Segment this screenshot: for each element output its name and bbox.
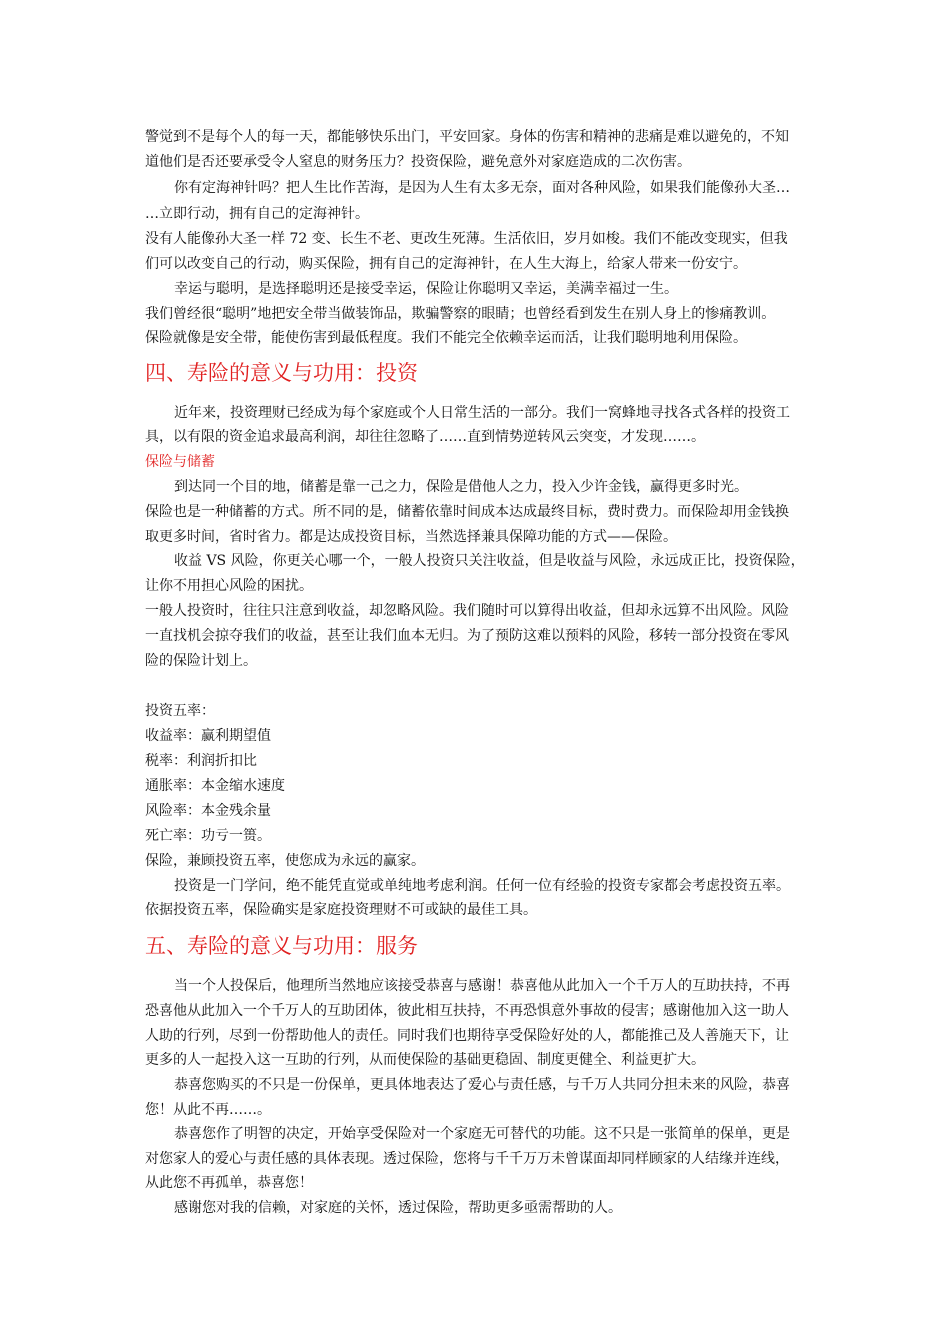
paragraph-line: 通胀率：本金缩水速度	[145, 778, 285, 794]
paragraph-line: 收益率：赢利期望值	[145, 728, 271, 744]
paragraph-line: 从此您不再孤单，恭喜您！	[145, 1175, 313, 1191]
paragraph-line: 依据投资五率，保险确实是家庭投资理财不可或缺的最佳工具。	[145, 902, 537, 918]
paragraph-line: 收益 VS 风险，你更关心哪一个，一般人投资只关注收益，但是收益与风险，永远成正比，投资保险，	[174, 553, 805, 569]
paragraph-line: 一直找机会掠夺我们的收益，甚至让我们血本无归。为了预防这难以预料的风险，移转一部分投资在零风	[145, 628, 789, 644]
paragraph-line: 风险率：本金残余量	[145, 803, 271, 819]
paragraph-line: 恭喜您购买的不只是一份保单，更具体地表达了爱心与责任感，与千万人共同分担未来的风险，恭喜	[174, 1077, 790, 1093]
paragraph-line: 感谢您对我的信赖，对家庭的关怀，透过保险，帮助更多亟需帮助的人。	[174, 1200, 622, 1216]
paragraph-line: 们可以改变自己的行动，购买保险，拥有自己的定海神针，在人生大海上，给家人带来一份安宁。	[145, 256, 747, 272]
paragraph-line: 您！从此不再……。	[145, 1102, 271, 1118]
paragraph-line: 到达同一个目的地，储蓄是靠一己之力，保险是借他人之力，投入少许金钱，赢得更多时光。	[174, 479, 748, 495]
paragraph-line: 投资五率：	[145, 703, 215, 719]
paragraph-line: 当一个人投保后，他理所当然地应该接受恭喜与感谢！恭喜他从此加入一个千万人的互助扶持，不再	[174, 978, 790, 994]
paragraph-line: …立即行动，拥有自己的定海神针。	[145, 206, 369, 222]
paragraph-line: 保险也是一种储蓄的方式。所不同的是，储蓄依靠时间成本达成最终目标，费时费力。而保险却用金钱换	[145, 504, 789, 520]
paragraph-line: 对您家人的爱心与责任感的具体表现。透过保险，您将与千千万万未曾谋面却同样顾家的人结缘并连线，	[145, 1151, 789, 1167]
paragraph-line: 你有定海神针吗？把人生比作苦海，是因为人生有太多无奈，面对各种风险，如果我们能像孙大圣…	[174, 180, 790, 196]
paragraph-line: 税率：利润折扣比	[145, 753, 257, 769]
paragraph-line: 让你不用担心风险的困扰。	[145, 578, 313, 594]
paragraph-line: 道他们是否还要承受令人窒息的财务压力？投资保险，避免意外对家庭造成的二次伤害。	[145, 154, 691, 170]
paragraph-line: 我们曾经很“聪明”地把安全带当做装饰品，欺骗警察的眼睛；也曾经看到发生在别人身上的惨痛教训。	[145, 306, 776, 322]
paragraph-line: 恭喜您作了明智的决定，开始享受保险对一个家庭无可替代的功能。这不只是一张简单的保单，更是	[174, 1126, 790, 1142]
section-heading: 五、寿险的意义与功用：服务	[145, 934, 418, 958]
section-heading: 四、寿险的意义与功用：投资	[145, 361, 418, 385]
paragraph-line: 投资是一门学问，绝不能凭直觉或单纯地考虑利润。任何一位有经验的投资专家都会考虑投资五率。	[174, 878, 790, 894]
paragraph-line: 幸运与聪明，是选择聪明还是接受幸运，保险让你聪明又幸运，美满幸福过一生。	[174, 281, 678, 297]
paragraph-line: 近年来，投资理财已经成为每个家庭或个人日常生活的一部分。我们一窝蜂地寻找各式各样的投资工	[174, 405, 790, 421]
paragraph-line: 取更多时间，省时省力。都是达成投资目标，当然选择兼具保障功能的方式——保险。	[145, 529, 677, 545]
paragraph-line: 一般人投资时，往往只注意到收益，却忽略风险。我们随时可以算得出收益，但却永远算不出风险。风险	[145, 603, 789, 619]
paragraph-line: 人助的行列，尽到一份帮助他人的责任。同时我们也期待享受保险好处的人，都能推己及人善施天下，让	[145, 1028, 789, 1044]
paragraph-line: 恐喜他从此加入一个千万人的互助团体，彼此相互扶持，不再恐惧意外事故的侵害；感谢他加入这一助人	[145, 1003, 789, 1019]
paragraph-line: 没有人能像孙大圣一样 72 变、长生不老、更改生死薄。生活依旧，岁月如梭。我们不能改变现实，但我	[145, 231, 788, 247]
paragraph-line: 保险，兼顾投资五率，使您成为永远的赢家。	[145, 853, 425, 869]
subheading: 保险与储蓄	[145, 454, 215, 470]
paragraph-line: 具，以有限的资金追求最高利润，却往往忽略了……直到情势逆转风云突变，才发现……。	[145, 429, 705, 445]
paragraph-line: 警觉到不是每个人的每一天，都能够快乐出门，平安回家。身体的伤害和精神的悲痛是难以避免的，不知	[145, 129, 789, 145]
paragraph-line: 更多的人一起投入这一互助的行列，从而使保险的基础更稳固、制度更健全、利益更扩大。	[145, 1052, 705, 1068]
paragraph-line: 死亡率：功亏一篑。	[145, 828, 271, 844]
paragraph-line: 险的保险计划上。	[145, 653, 257, 669]
paragraph-line: 保险就像是安全带，能使伤害到最低程度。我们不能完全依赖幸运而活，让我们聪明地利用保险。	[145, 330, 747, 346]
